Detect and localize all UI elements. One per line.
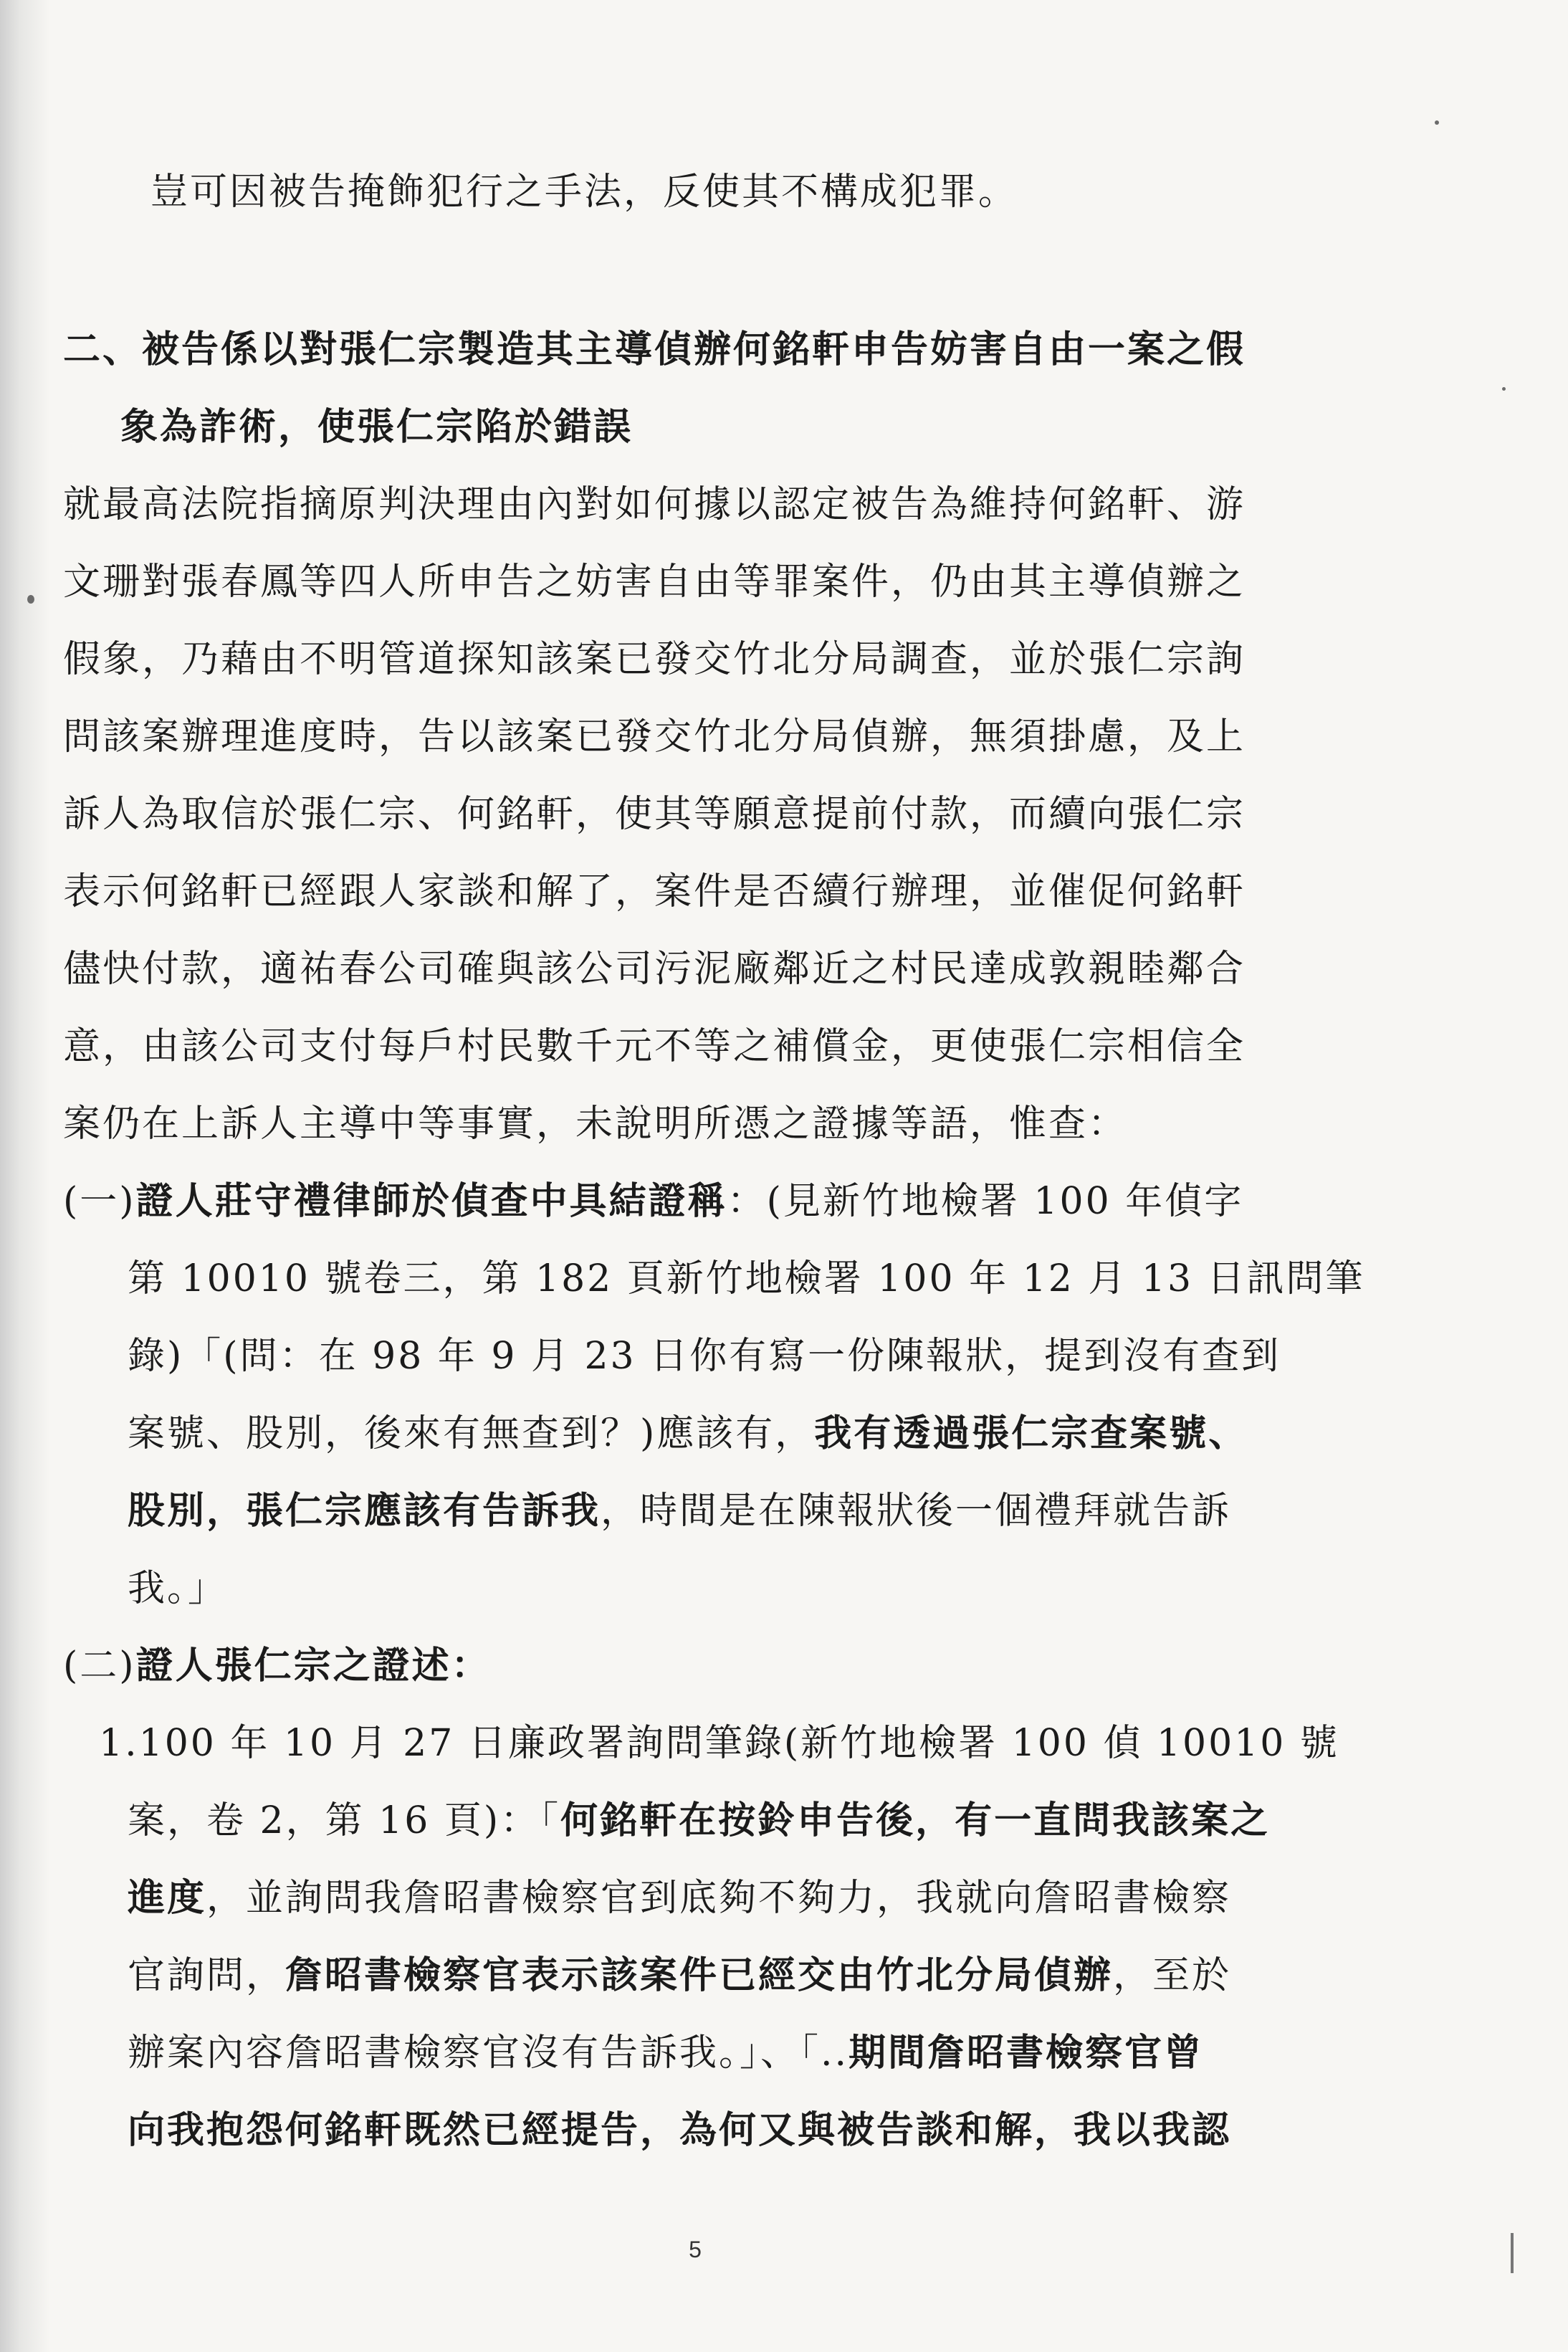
text-line	[128, 2030, 1203, 2076]
text-line	[63, 559, 1246, 605]
subsection-line	[63, 1643, 491, 1689]
scan-edge-shadow	[0, 0, 50, 2352]
subsection-line	[63, 1179, 1243, 1224]
text-segment: (一)	[63, 1180, 136, 1223]
bold-text: 二、被告係以對張仁宗製造其主導偵辦何銘軒申告妨害自由一案之假	[63, 328, 1246, 371]
bold-text: 進度	[128, 1876, 207, 1920]
text-line	[128, 1256, 1365, 1302]
text-line	[128, 2108, 1231, 2153]
text-segment: 豈可因被告掩飾犯行之手法，反使其不構成犯罪。	[150, 171, 1018, 214]
text-line	[128, 1566, 227, 1611]
bold-text: 我有透過張仁宗查案號、	[814, 1411, 1248, 1455]
bold-text: 股別，張仁宗應該有告訴我	[128, 1489, 601, 1533]
text-segment: 訴人為取信於張仁宗、何銘軒，使其等願意提前付款，而續向張仁宗	[63, 793, 1246, 836]
text-segment: 文珊對張春鳳等四人所申告之妨害自由等罪案件，仍由其主導偵辦之	[63, 561, 1246, 604]
text-segment: ：(見新竹地檢署 100 年偵字	[727, 1180, 1244, 1223]
bold-text: 何銘軒在按鈴申告後，有一直問我該案之	[560, 1799, 1271, 1842]
text-line	[150, 169, 1018, 215]
text-segment: 表示何銘軒已經跟人家談和解了，案件是否續行辦理，並催促何銘軒	[63, 870, 1246, 913]
text-segment: ，至於	[1113, 1954, 1232, 1997]
text-segment: 案號、股別，後來有無查到？)應該有，	[128, 1412, 815, 1455]
page-number: 5	[689, 2237, 702, 2262]
text-line	[128, 1953, 1231, 1999]
scan-speck	[27, 595, 34, 604]
text-line	[128, 1411, 1248, 1457]
text-line	[128, 1875, 1231, 1921]
text-segment: 案仍在上訴人主導中等事實，未說明所憑之證據等語，惟查：	[63, 1103, 1128, 1146]
text-segment: ，並詢問我詹昭書檢察官到底夠不夠力，我就向詹昭書檢察	[206, 1877, 1232, 1920]
text-segment: 錄)「(問：在 98 年 9 月 23 日你有寫一份陳報狀，提到沒有查到	[128, 1335, 1281, 1378]
scan-mark	[1511, 2233, 1514, 2273]
text-line	[63, 869, 1246, 915]
bold-text: 向我抱怨何銘軒既然已經提告，為何又與被告談和解，我以我認	[128, 2108, 1232, 2152]
text-segment: 儘快付款，適祐春公司確與該公司污泥廠鄰近之村民達成敦親睦鄰合	[63, 948, 1246, 991]
text-line	[63, 1101, 1127, 1147]
text-segment: 第 10010 號卷三，第 182 頁新竹地檢署 100 年 12 月 13 日訊問筆	[128, 1257, 1365, 1300]
list-item-line	[99, 1720, 1339, 1766]
text-line	[63, 482, 1246, 528]
scan-speck	[1435, 120, 1439, 125]
text-segment: 假象，乃藉由不明管道探知該案已發交竹北分局調查，並於張仁宗詢	[63, 638, 1246, 681]
text-line	[128, 1798, 1270, 1844]
text-segment: 我。」	[128, 1567, 228, 1610]
section-heading	[63, 327, 1246, 373]
bold-text: 詹昭書檢察官表示該案件已經交由竹北分局偵辦	[285, 1953, 1114, 1997]
text-segment: (二)	[63, 1644, 136, 1687]
text-segment: ，時間是在陳報狀後一個禮拜就告訴	[601, 1490, 1232, 1533]
bold-text: 期間詹昭書檢察官曾	[848, 2031, 1204, 2075]
text-line	[63, 714, 1246, 760]
text-line	[63, 1024, 1246, 1070]
scan-speck	[1502, 387, 1506, 391]
section-heading	[120, 404, 633, 450]
text-segment: 官詢問，	[128, 1954, 286, 1997]
bold-text: 證人莊守禮律師於偵查中具結證稱	[135, 1179, 727, 1223]
text-line	[63, 946, 1246, 992]
text-segment: 辦案內容詹昭書檢察官沒有告訴我。」、「..	[128, 2032, 849, 2075]
text-line	[63, 791, 1246, 837]
text-segment: 1.100 年 10 月 27 日廉政署詢問筆錄(新竹地檢署 100 偵 10010 號	[99, 1722, 1339, 1765]
text-line	[63, 637, 1246, 682]
bold-text: 證人張仁宗之證述：	[135, 1644, 491, 1687]
text-line	[128, 1488, 1231, 1534]
bold-text: 象為詐術，使張仁宗陷於錯誤	[120, 405, 634, 449]
text-segment: 問該案辦理進度時，告以該案已發交竹北分局偵辦，無須掛慮，及上	[63, 715, 1246, 758]
text-segment: 意，由該公司支付每戶村民數千元不等之補償金，更使張仁宗相信全	[63, 1025, 1246, 1068]
text-segment: 就最高法院指摘原判決理由內對如何據以認定被告為維持何銘軒、游	[63, 483, 1246, 526]
text-line	[128, 1333, 1281, 1379]
text-segment: 案，卷 2，第 16 頁)：「	[128, 1799, 561, 1842]
